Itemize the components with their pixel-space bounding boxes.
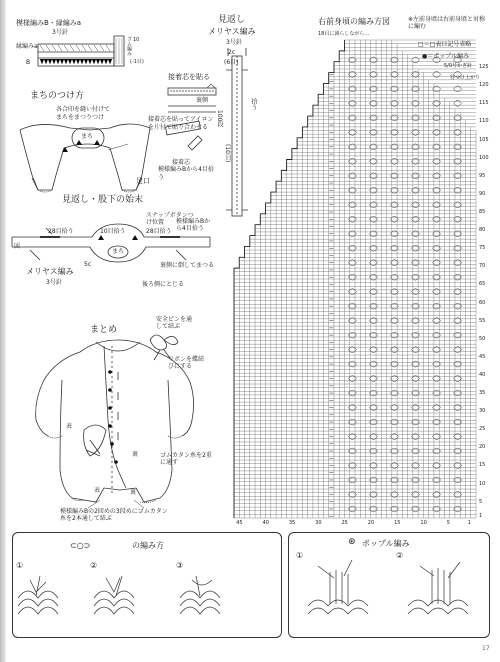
summary-back2: 裏 (130, 489, 137, 496)
cable-mark (454, 100, 462, 106)
cable-step-1: ① (16, 561, 24, 570)
summary-elastic: ゴムカタン糸を2重に通す (160, 452, 212, 467)
facing-pick: 拾う (250, 98, 257, 110)
cable-step-2: ② (90, 561, 98, 570)
chart-x-tick: 10 (420, 520, 427, 526)
chart-y-tick: 1 (479, 513, 483, 520)
swatch-hiku: (-1目) (130, 59, 144, 65)
facing-sub: メリヤス編み (208, 27, 256, 36)
facing-start-needle: 3号針 (46, 279, 62, 286)
facing-start-left: 図 (14, 243, 21, 250)
interfacing-back: 裏側 (196, 97, 209, 104)
chart-x-tick: 20 (367, 520, 375, 526)
chart-y-tick: 85 (479, 209, 486, 215)
facing-start-snap: スナップボタンつけ位置 (146, 212, 194, 227)
facing-two-cm: 2c (228, 49, 236, 56)
chart-x-tick: 1 (467, 520, 471, 526)
facing-strip (226, 48, 248, 216)
chart-y-tick: 15 (479, 462, 486, 469)
facing-needle: 3号針 (226, 39, 242, 46)
chart-y-tick: 115 (479, 100, 489, 107)
chart-x-tick: 5 (446, 520, 450, 526)
chart-y-tick: 60 (479, 299, 486, 306)
chart-x-tick: 15 (394, 520, 401, 526)
swatch-edge-a: 縁編みa (16, 43, 38, 50)
chart-y-tick: 20 (479, 444, 486, 451)
summary-back: 裏 (132, 451, 139, 458)
summary-ribbon: リボンを蝶結びにする (168, 356, 205, 371)
chart-y-tick: 30 (479, 408, 486, 415)
chart-y-tick: 125 (479, 64, 489, 71)
cable-mark (454, 86, 462, 92)
chart-title: 右前身頃の編み方図 (318, 17, 390, 26)
facing-start-back-edge: 後ろ側にとじる (142, 281, 185, 288)
facing-start-pick4: 模様編みBから4目拾う (176, 218, 211, 233)
chart-y-tick: 75 (479, 245, 486, 252)
summary-front: 表 (66, 423, 73, 430)
chart-note-top: 18目に減らしながら… (318, 31, 370, 37)
facing-start-center: まち (112, 248, 125, 255)
swatch-title: 模様編みB・縁編みa (16, 19, 82, 27)
swatch-ten: 10 (133, 37, 140, 43)
legend-hold: 待つけ上がり (450, 75, 481, 81)
chart-x-tick: 30 (315, 520, 322, 526)
swatch-edge-b: B (26, 59, 31, 66)
facing-start-c5: 5c (84, 261, 92, 268)
cable-symbol: ⊂○⊃ (70, 541, 91, 550)
facing-sts: (6目) (224, 59, 239, 66)
swatch-needle: 3号針 (52, 29, 68, 36)
interfacing-label2: 接着芯 (172, 159, 191, 166)
popcorn-step-1: ① (296, 551, 304, 560)
facing-pick2: (10目) (224, 144, 231, 163)
popcorn-step-2: ② (396, 551, 404, 560)
cable-step-3: ③ (176, 561, 184, 570)
chart-y-tick: 50 (479, 335, 486, 342)
chart-y-tick: 5 (479, 498, 483, 505)
facing-start-st: メリヤス編み (26, 267, 74, 276)
chart-x-tick: 40 (262, 520, 269, 526)
chart-y-tick: 45 (479, 353, 486, 360)
gusset-pick: 模様編みBから4目拾う (158, 166, 214, 181)
chart-y-tick: 40 (479, 371, 486, 378)
chart-y-tick: 110 (479, 118, 489, 125)
interfacing-note: 接着芯を貼ってアイロンを片付て貼り合わせる (148, 116, 214, 131)
popcorn-title: ポップル編み (362, 539, 410, 548)
cable-mark (433, 71, 441, 77)
chart-x-tick: 45 (236, 520, 243, 526)
summary-front2: 表 (94, 487, 101, 494)
chart-y-tick: 55 (479, 317, 486, 324)
facing-rows: 100段 (216, 110, 223, 128)
legend-popcorn-sub: 5/0号かぎ針 (444, 63, 473, 69)
chart-y-tick: 105 (479, 136, 489, 143)
gusset-foot: 足口 (136, 177, 150, 185)
chart-note-right: ※左前身頃は右前身頃と対称に編む (408, 16, 486, 31)
cable-title: の編み方 (132, 541, 164, 550)
facing-start-title: 見返し・股下の始末 (62, 195, 144, 205)
swatch-rib: ゴム編み (126, 36, 132, 56)
gusset-title: まちのつけ方 (30, 91, 85, 101)
page-number: 17 (482, 645, 490, 652)
facing-start-cm28: 28目拾う (48, 228, 74, 235)
facing-start-c28b: 28目拾う (146, 228, 172, 235)
chart-y-tick: 95 (479, 172, 486, 179)
chart-y-tick: 90 (479, 190, 486, 197)
chart-y-tick: 70 (479, 263, 486, 270)
gusset-note: 各合印を縫い付けてまちをまつりつけ (56, 106, 111, 121)
facing-title: 見返し (218, 15, 246, 25)
chart-y-tick: 65 (479, 281, 486, 288)
gusset-center: まち (81, 133, 94, 140)
summary-pin: 安全ピンを通して結ぶ (156, 316, 193, 331)
chart-y-tick: 80 (479, 227, 486, 234)
chart-y-tick: 120 (479, 82, 489, 89)
chart-x-tick: 35 (288, 520, 296, 526)
legend-popcorn: ●＝ポップル編み (422, 53, 469, 60)
interfacing-label: 接着芯を貼る (168, 73, 210, 81)
facing-start-tuck: 裏側に倒してまつる (160, 262, 215, 269)
facing-start-c10: 10目拾う (100, 228, 126, 235)
chart-y-tick: 25 (479, 426, 486, 433)
chart-x-tick: 25 (341, 520, 348, 526)
chart-y-tick: 10 (479, 480, 486, 487)
chart-y-tick: 100 (479, 154, 489, 161)
popcorn-symbol: ⊛ (348, 537, 356, 547)
legend-blank: □＝□表目記号省略 (418, 41, 472, 48)
chart-y-tick: 35 (479, 390, 486, 397)
summary-bottom-note: 模様編みBの2回めの3段めにゴムカタン糸を2本通して結ぶ (60, 508, 168, 523)
summary-title: まとめ (90, 325, 118, 335)
